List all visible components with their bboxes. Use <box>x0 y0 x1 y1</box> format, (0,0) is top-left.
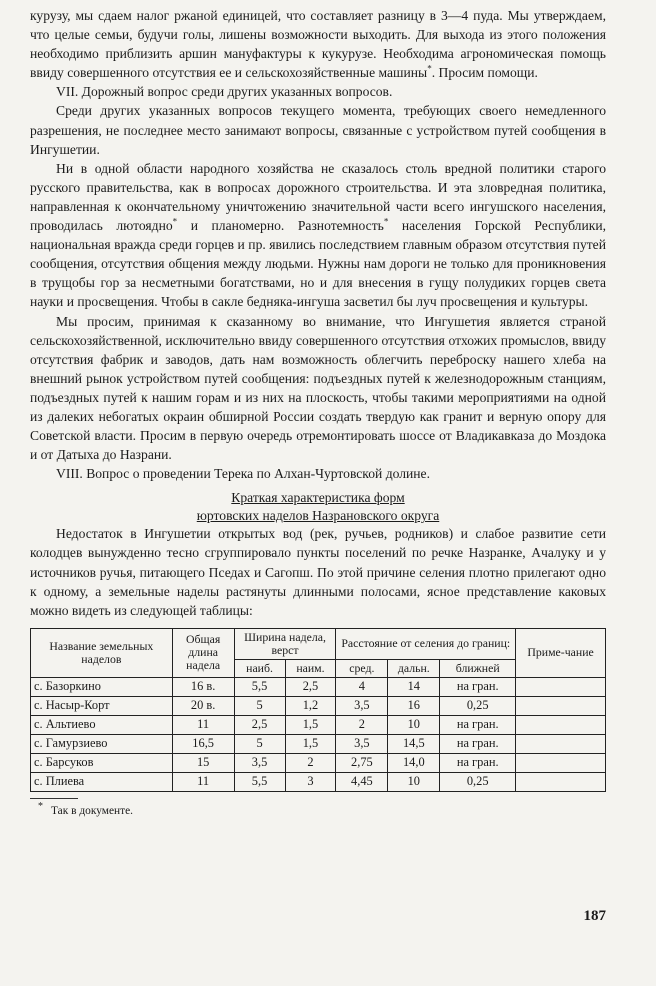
footnote-reference: * <box>383 216 389 227</box>
cell-width-min: 1,5 <box>285 715 336 734</box>
cell-dist-far: 14,5 <box>388 734 440 753</box>
paragraph-1: курузу, мы сдаем налог ржаной единицей, что составляет разницу в 3—4 пуда. Мы утверждаем, что целые семьи, будучи голы, лишены возможности выходить. Для выхода из этого положения необходимо приблизить аршин мануфактуры к кукурузе. Необходима агрономическая помощь ввиду совершенного отсутствия ее и сельскохозяйственные машины*. Просим помощи. <box>30 8 606 81</box>
cell-note <box>516 677 606 696</box>
table-row <box>31 715 606 734</box>
cell-name: с. Насыр-Корт <box>31 696 173 715</box>
cell-dist-avg: 2,75 <box>336 753 388 772</box>
table-row <box>31 677 606 696</box>
cell-dist-far: 10 <box>388 772 440 791</box>
paragraph-4: Ни в одной области народного хозяйства не сказалось столь вредной политики старого русского правительства, как в вопросах дорожного строительства. И эта зловредная политика, направленная к окончательному уничтожению значительной части всего ингушского населения, проводилась лютоядно* и планомерно. Разнотемность* населения Горской Республики, национальная вражда среди горцев и пр. явились последствием главным образом отсутствия путей сообщения, отсутствия общения между людьми. Нужны нам дороги не только для проникновения в трущобы гор за несметными богатствами, но и для внесения в гущу полудиких горцев света науки и просвещения. Чтобы в сакле бедняка-ингуша засветил бы луч просвещения и культуры. <box>30 160 606 310</box>
header-dist-near: ближней <box>440 659 516 677</box>
land-allotments-table <box>30 628 606 792</box>
cell-dist-near: на гран. <box>440 753 516 772</box>
cell-note <box>516 753 606 772</box>
cell-width-min: 3 <box>285 772 336 791</box>
cell-name: с. Базоркино <box>31 677 173 696</box>
cell-length: 16,5 <box>172 734 234 753</box>
cell-length: 15 <box>172 753 234 772</box>
header-width-min: наим. <box>285 659 336 677</box>
cell-name: с. Гамурзиево <box>31 734 173 753</box>
footnote-reference: * <box>172 216 178 227</box>
header-width: Ширина надела, верст <box>234 628 336 659</box>
cell-width-min: 2 <box>285 753 336 772</box>
cell-dist-avg: 4 <box>336 677 388 696</box>
cell-width-min: 1,2 <box>285 696 336 715</box>
cell-note <box>516 734 606 753</box>
cell-dist-far: 14 <box>388 677 440 696</box>
table-row <box>31 753 606 772</box>
cell-length: 11 <box>172 715 234 734</box>
paragraph-3: Среди других указанных вопросов текущего момента, требующих своего немедленного разрешения, не последнее место занимают вопросы, связанные с устройством путей сообщения в Ингушетии. <box>30 103 606 157</box>
table-row <box>31 696 606 715</box>
header-dist-avg: сред. <box>336 659 388 677</box>
table-heading <box>30 489 606 524</box>
cell-width-max: 5,5 <box>234 677 285 696</box>
cell-width-min: 1,5 <box>285 734 336 753</box>
cell-dist-near: 0,25 <box>440 772 516 791</box>
cell-length: 20 в. <box>172 696 234 715</box>
cell-dist-far: 14,0 <box>388 753 440 772</box>
cell-note <box>516 696 606 715</box>
cell-name: с. Альтиево <box>31 715 173 734</box>
cell-dist-near: на гран. <box>440 734 516 753</box>
footnote-reference: * <box>427 63 432 74</box>
cell-dist-avg: 2 <box>336 715 388 734</box>
cell-note <box>516 772 606 791</box>
table-row <box>31 734 606 753</box>
cell-dist-near: на гран. <box>440 677 516 696</box>
cell-dist-avg: 3,5 <box>336 696 388 715</box>
header-length: Общая длина надела <box>172 628 234 677</box>
page-number: 187 <box>583 908 606 924</box>
footnote-text: Так в документе. <box>51 804 133 817</box>
table-row <box>31 772 606 791</box>
header-name: Название земельных наделов <box>31 628 173 677</box>
cell-dist-avg: 4,45 <box>336 772 388 791</box>
cell-length: 16 в. <box>172 677 234 696</box>
cell-width-max: 5 <box>234 696 285 715</box>
cell-width-max: 5 <box>234 734 285 753</box>
cell-dist-avg: 3,5 <box>336 734 388 753</box>
header-dist-far: дальн. <box>388 659 440 677</box>
section-heading-viii: VIII. Вопрос о проведении Терека по Алхан-Чуртовской долине. <box>56 466 430 482</box>
cell-name: с. Плиева <box>31 772 173 791</box>
table-heading-line-1: Краткая характеристика форм <box>231 490 405 506</box>
section-heading-vii: VII. Дорожный вопрос среди других указанных вопросов. <box>56 84 393 100</box>
cell-width-max: 2,5 <box>234 715 285 734</box>
header-note: Приме-чание <box>516 628 606 677</box>
cell-dist-far: 10 <box>388 715 440 734</box>
cell-note <box>516 715 606 734</box>
paragraph-5: Мы просим, принимая к сказанному во внимание, что Ингушетия является страной сельскохозяйственной, исключительно ввиду совершенного отсутствия отхожих промыслов, ввиду отсутствия фабрик и заводов, дать нам возможность облегчить переброску нашего хлеба на внешний рынок устройством путей сообщения: подъездных путей к железнодорожным станциям, подъездных путей к нашим горам и из них на плоскость, чтобы такими мероприятиями на одной из далеких небогатых окраин обширной России создать твердую как гранит и верную опору для Советской власти. Просим в первую очередь отремонтировать шоссе от Владикавказа до Моздока и от Датыха до Назрани. <box>30 313 606 463</box>
cell-width-max: 5,5 <box>234 772 285 791</box>
cell-dist-near: 0,25 <box>440 696 516 715</box>
paragraph-7: Недостаток в Ингушетии открытых вод (рек, ручьев, родников) и слабое развитие сети колодцев вынужденно тесно сгруппировало пункты поселений по речке Назранке, Ачалуку и у источников ручья, питающего Пседах и Сагопш. По этой причине селения плотно прилегают одно к одному, а земельные наделы растянуты длинными полосами, ясное представление каковых можно видеть из следующей таблицы: <box>30 526 606 618</box>
document-page <box>30 6 606 819</box>
cell-width-min: 2,5 <box>285 677 336 696</box>
header-distance: Расстояние от селения до границ: <box>336 628 516 659</box>
cell-dist-far: 16 <box>388 696 440 715</box>
cell-length: 11 <box>172 772 234 791</box>
cell-name: с. Барсуков <box>31 753 173 772</box>
header-width-max: наиб. <box>234 659 285 677</box>
footnote-marker: * <box>38 800 43 812</box>
cell-width-max: 3,5 <box>234 753 285 772</box>
table-heading-line-2: юртовских наделов Назрановского округа <box>196 508 440 524</box>
footnote <box>30 799 606 819</box>
cell-dist-near: на гран. <box>440 715 516 734</box>
